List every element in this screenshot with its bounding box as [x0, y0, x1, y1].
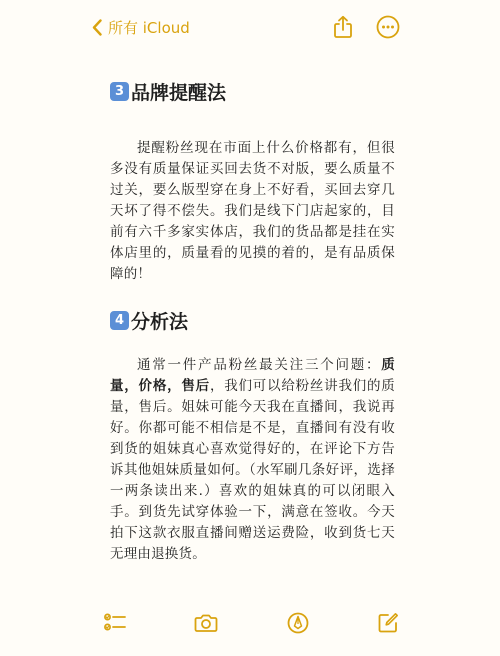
chevron-left-icon	[92, 19, 102, 36]
number-badge: 4	[110, 311, 129, 330]
section-paragraph	[110, 355, 395, 565]
checklist-icon	[104, 613, 126, 633]
section-title: 分析法	[131, 310, 189, 333]
compose-icon	[377, 612, 399, 634]
markup-button[interactable]	[285, 610, 311, 636]
checklist-button[interactable]	[102, 610, 128, 636]
section-heading	[110, 78, 395, 104]
share-button[interactable]	[330, 14, 356, 40]
paragraph-text-end: ，我们可以给粉丝讲我们的质量，售后。姐妹可能今天我在直播间，我说再好。你都可能不相信是不是，直播间有没有收到货的姐妹真心喜欢觉得好的，在评论下方告诉其他姐妹质量如何。（水军刷几条好评，选择一两条读出来.）喜欢的姐妹真的可以闭眼入手。到货先试穿体验一下，满意在签收。今天拍下这款衣服直播间赠送运费险，收到货七天无理由退换货。	[110, 378, 395, 562]
camera-icon	[194, 613, 218, 633]
more-icon	[376, 15, 400, 39]
more-button[interactable]	[375, 14, 401, 40]
section-paragraph: 提醒粉丝现在市面上什么价格都有，但很多没有质量保证买回去货不对版，要么质量不过关，要么版型穿在身上不好看，买回去穿几天坏了得不偿失。我们是线下门店起家的，目前有六千多家实体店，我们的货品都是挂在实体店里的，质量看的见摸的着的，是有品质保障的！	[110, 140, 395, 282]
back-button[interactable]	[92, 15, 190, 39]
paragraph-text-start: 通常一件产品粉丝最关注三个问题：	[137, 357, 382, 373]
camera-button[interactable]	[193, 610, 219, 636]
paragraph-text-bold: 质量，价格，售后	[110, 357, 395, 394]
section-title: 品牌提醒法	[131, 81, 227, 104]
navigation-bar	[0, 0, 500, 54]
number-badge: 3	[110, 82, 129, 101]
section-heading	[110, 307, 395, 333]
share-icon	[333, 15, 353, 39]
compose-button[interactable]	[375, 610, 401, 636]
markup-icon	[287, 612, 309, 634]
note-body[interactable]	[110, 76, 395, 565]
back-label: 所有 iCloud	[108, 18, 190, 37]
bottom-toolbar	[0, 596, 500, 656]
